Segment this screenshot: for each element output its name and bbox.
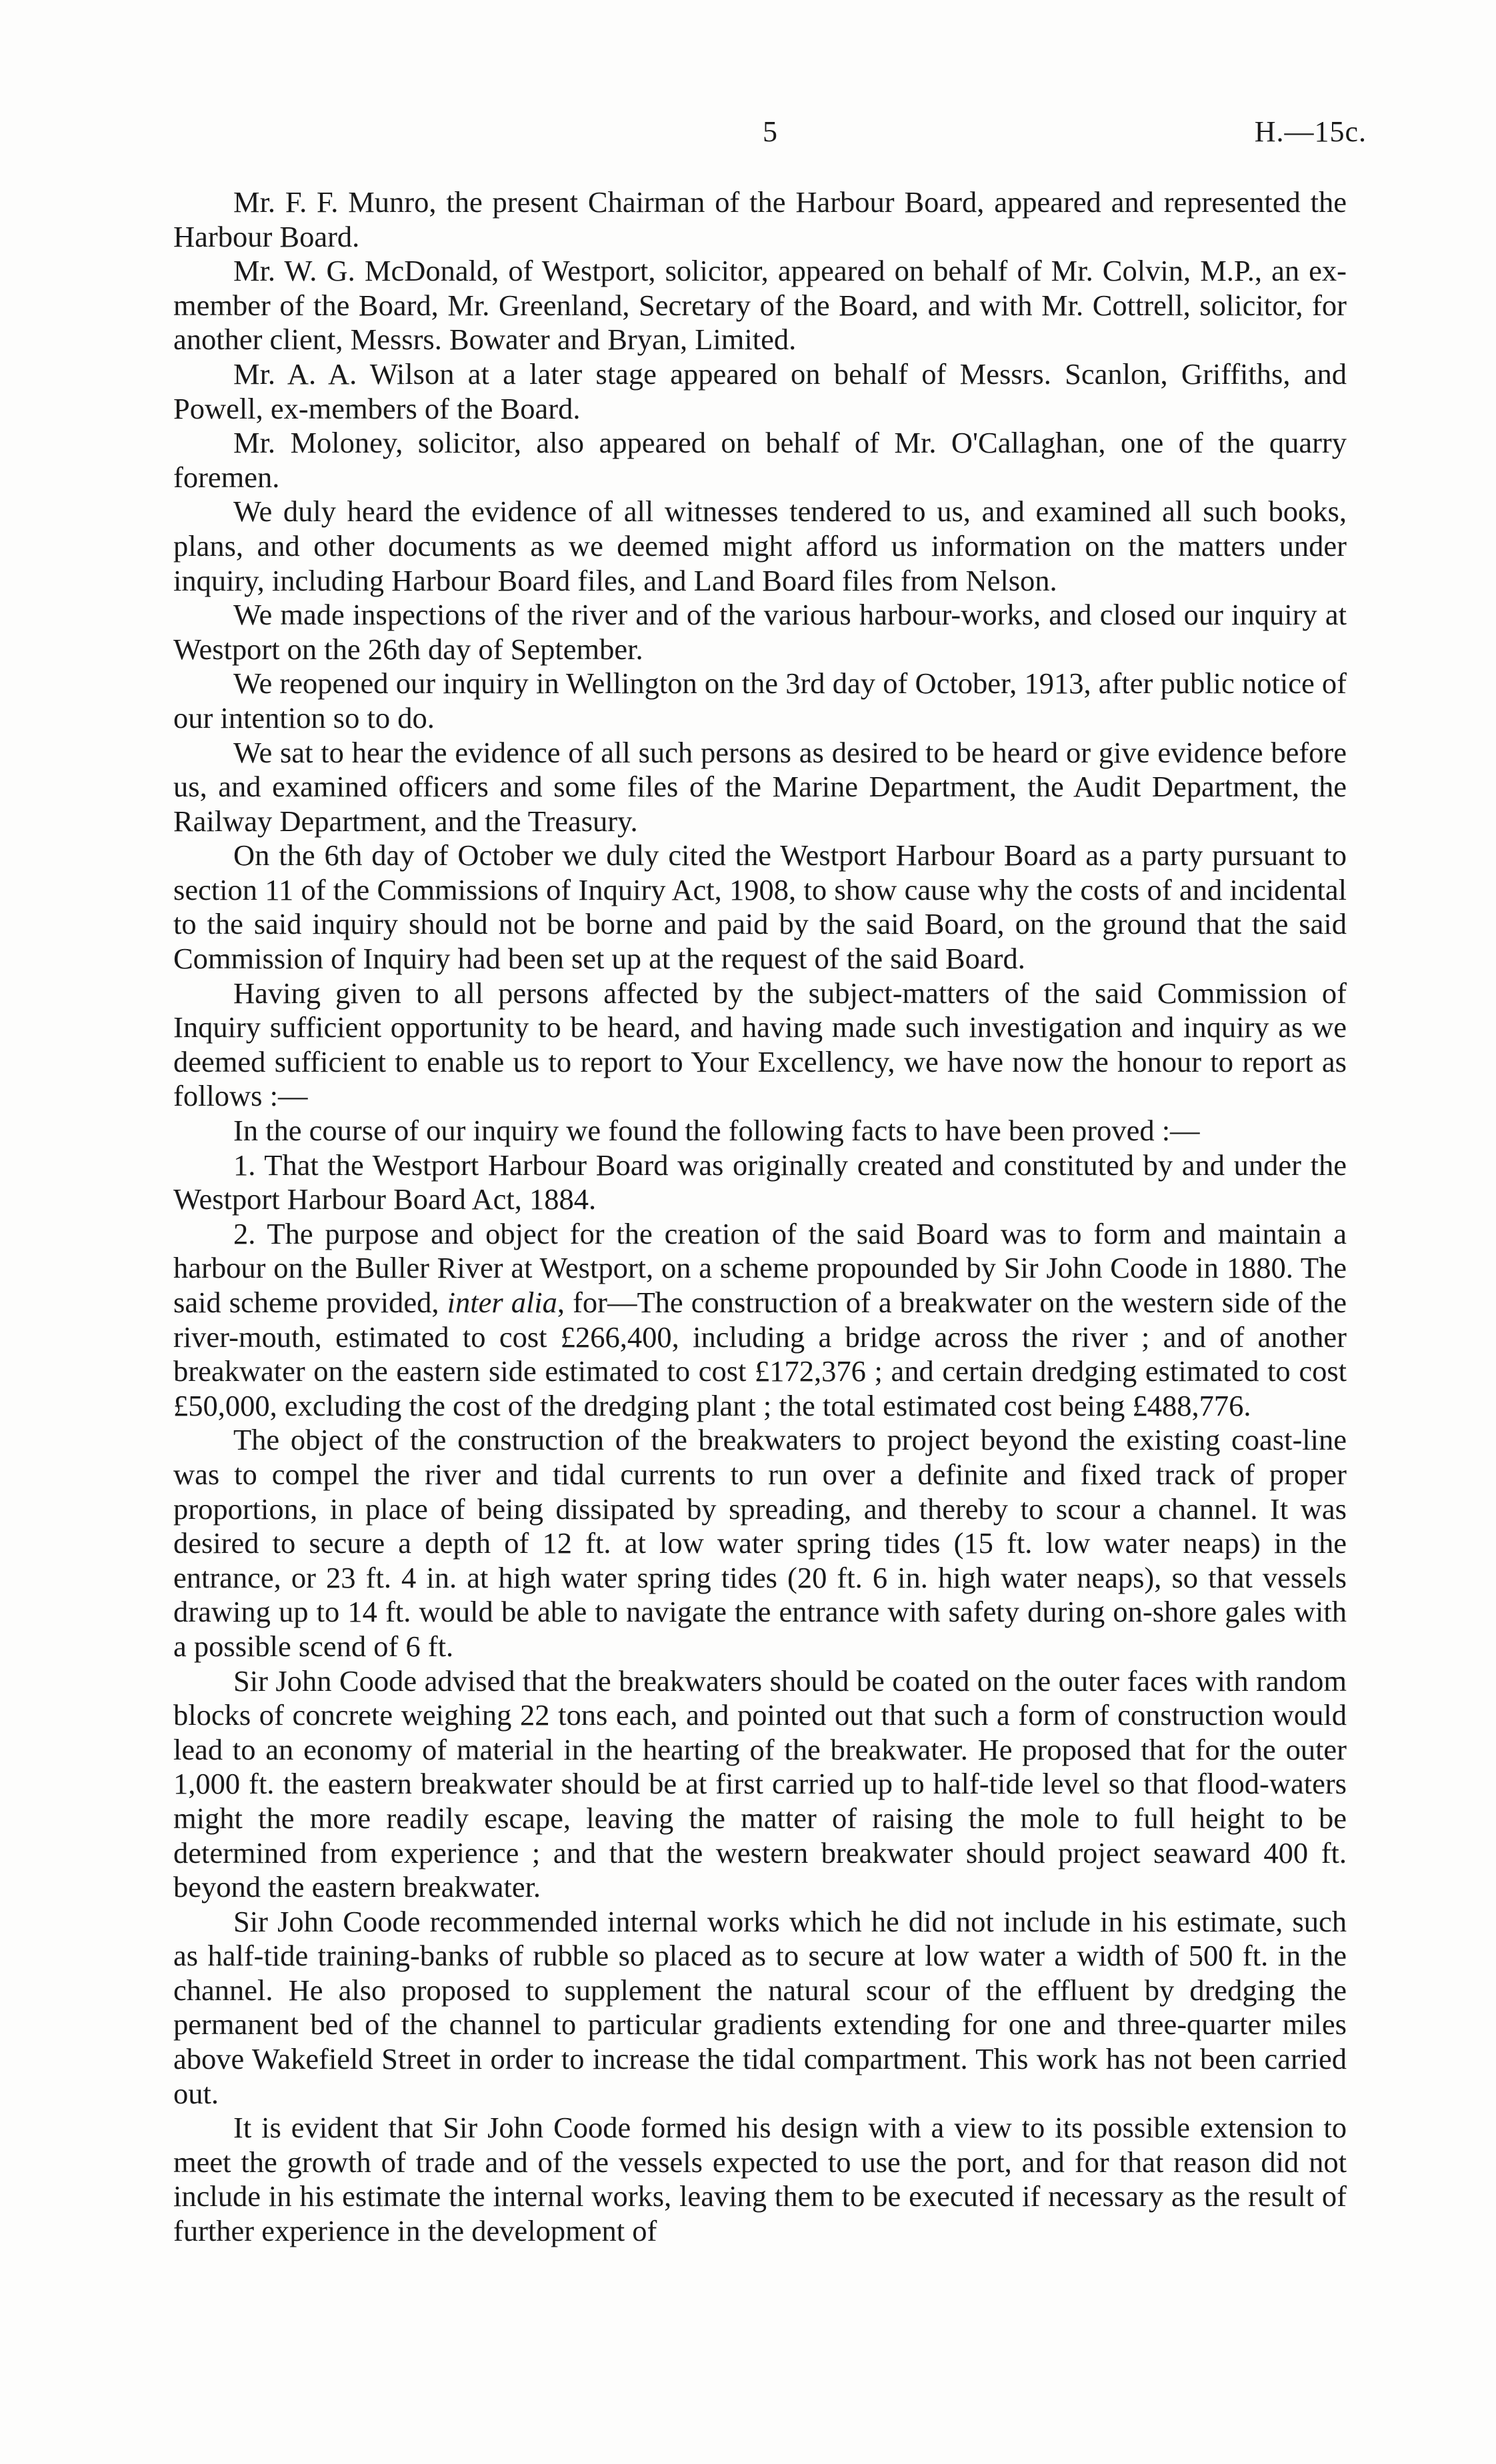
paragraph-mcdonald: Mr. W. G. McDonald, of Westport, solicitor, appeared on behalf of Mr. Colvin, M.P., an ex-member of the Board, Mr. Greenland, Secretary of the Board, and with Mr. Cottrell, solicitor, for another client, Messrs. Bowater and Bryan, Limited. — [173, 254, 1347, 357]
latin-phrase: inter alia — [447, 1286, 557, 1319]
paragraph-internal-works: Sir John Coode recommended internal works which he did not include in his estimate, such as half-tide training-banks of rubble so placed as to secure at low water a width of 500 ft. in the channel. He also proposed to supplement the natural scour of the effluent by dredging the permanent bed of the channel to particular gradients extending for one and three-quarter miles above Wakefield Street in order to increase the tidal compartment. This work has not been carried out. — [173, 1904, 1347, 2110]
paragraph-report-intro: Having given to all persons affected by the subject-matters of the said Commission of Inquiry sufficient opportunity to be heard, and having made such investigation and inquiry as we deemed sufficient to enable us to report to Your Excellency, we have now the honour to report as follows :— — [173, 976, 1347, 1113]
paragraph-evidence-heard: We duly heard the evidence of all witnesses tendered to us, and examined all such books, plans, and other documents as we deemed might afford us information on the matters under inquiry, including Harbour Board files, and Land Board files from Nelson. — [173, 495, 1347, 597]
paragraph-wilson: Mr. A. A. Wilson at a later stage appeared on behalf of Messrs. Scanlon, Griffiths, and Powell, ex-members of the Board. — [173, 357, 1347, 425]
paragraph-design-extension: It is evident that Sir John Coode formed his design with a view to its possible extension to meet the growth of trade and of the vessels expected to use the port, and for that reason did not include in his estimate the internal works, leaving them to be executed if necessary as the result of further experience in the development of — [173, 2111, 1347, 2248]
paragraph-facts-proved: In the course of our inquiry we found the following facts to have been proved :— — [233, 1114, 1200, 1148]
paragraph-breakwater-object: The object of the construction of the breakwaters to project beyond the existing coast-line was to compel the river and tidal currents to run over a definite and fixed track of proper proportions, in place of being dissipated by spreading, and thereby to scour a channel. It was desired to secure a depth of 12 ft. at low water spring tides (15 ft. low water neaps) in the entrance, or 23 ft. 4 in. at high water spring tides (20 ft. 6 in. high water neaps), so that vessels drawing up to 14 ft. would be able to navigate the entrance with safety during on-shore gales with a possible scend of 6 ft. — [173, 1423, 1347, 1663]
page-number: 5 — [763, 115, 777, 148]
paragraph-reopened: We reopened our inquiry in Wellington on the 3rd day of October, 1913, after public notice of our intention so to do. — [173, 666, 1347, 734]
paragraph-coode-advice: Sir John Coode advised that the breakwaters should be coated on the outer faces with random blocks of concrete weighing 22 tons each, and pointed out that such a form of construction would lead to an economy of material in the hearting of the breakwater. He proposed that for the outer 1,000 ft. the eastern breakwater should be at first carried up to half-tide level so that flood-waters might the more readily escape, leaving the matter of raising the mole to full height to be determined from experience ; and that the western breakwater should project seaward 400 ft. beyond the eastern breakwater. — [173, 1664, 1347, 1904]
document-code: H.—15c. — [1254, 115, 1367, 148]
paragraph-fact-1: 1. That the Westport Harbour Board was originally created and constituted by and under the Westport Harbour Board Act, 1884. — [173, 1148, 1347, 1216]
page-header — [173, 112, 1367, 152]
paragraph-moloney: Mr. Moloney, solicitor, also appeared on behalf of Mr. O'Callaghan, one of the quarry foremen. — [173, 426, 1347, 494]
paragraph-sat-to-hear: We sat to hear the evidence of all such persons as desired to be heard or give evidence before us, and examined officers and some files of the Marine Department, the Audit Department, the Railway Department, and the Treasury. — [173, 735, 1347, 838]
body-text — [173, 185, 1347, 2249]
paragraph-fact-2: 2. The purpose and object for the creation of the said Board was to form and maintain a harbour on the Buller River at Westport, on a scheme propounded by Sir John Coode in 1880. The said scheme provided, inter alia, for—The construction of a breakwater on the western side of the river-mouth, estimated to cost £266,400, including a bridge across the river ; and of another breakwater on the eastern side estimated to cost £172,376 ; and certain dredging estimated to cost £50,000, excluding the cost of the dredging plant ; the total estimated cost being £488,776. — [173, 1216, 1347, 1422]
paragraph-inspections: We made inspections of the river and of the various harbour-works, and closed our inquiry at Westport on the 26th day of September. — [173, 598, 1347, 666]
paragraph-cited-board: On the 6th day of October we duly cited the Westport Harbour Board as a party pursuant to section 11 of the Commissions of Inquiry Act, 1908, to show cause why the costs of and incidental to the said inquiry should not be borne and paid by the said Board, on the ground that the said Commission of Inquiry had been set up at the request of the said Board. — [173, 838, 1347, 976]
paragraph-munro: Mr. F. F. Munro, the present Chairman of the Harbour Board, appeared and represented the Harbour Board. — [173, 185, 1347, 253]
